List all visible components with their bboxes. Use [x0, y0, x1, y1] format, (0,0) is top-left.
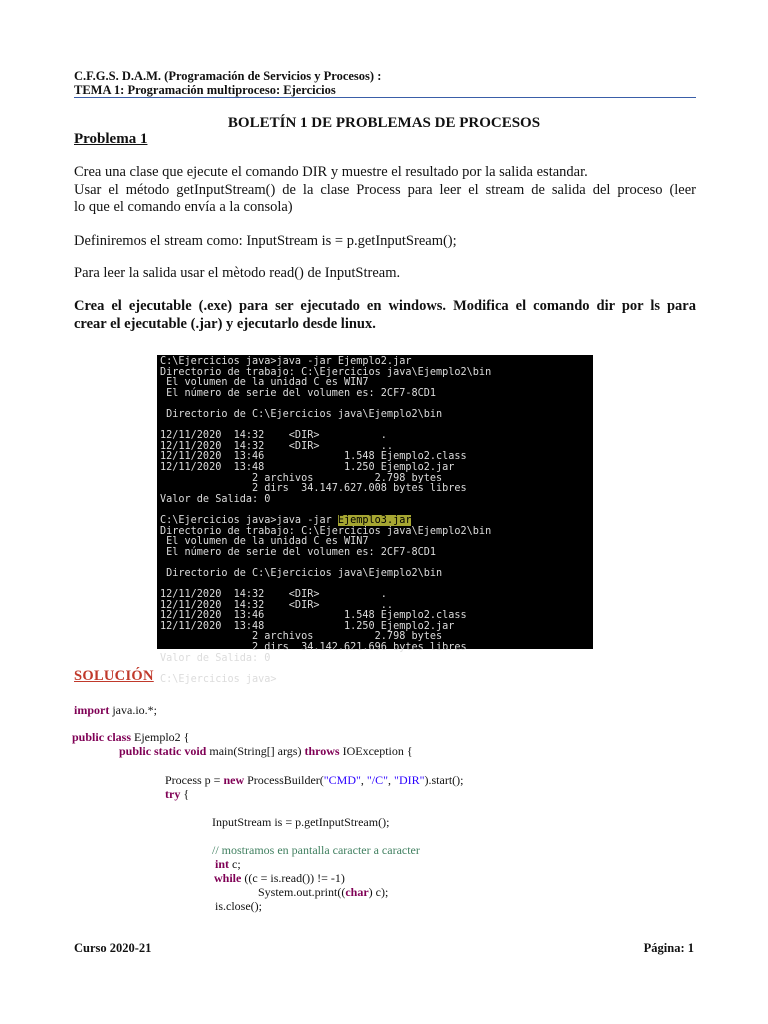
statement-line-3: lo que el comando envía a la consola): [74, 199, 293, 215]
statement-line-1: Crea una clase que ejecute el comando DIR y muestre el resultado por la salida estandar.: [74, 164, 588, 180]
code-keyword: throws: [304, 744, 340, 758]
problem-heading: Problema 1: [74, 131, 148, 147]
code-string: "CMD": [323, 773, 361, 787]
console-line: El número de serie del volumen es: 2CF7-8CD1: [160, 546, 437, 558]
console-line: Directorio de trabajo: C:\Ejercicios java\Ejemplo2\bin: [160, 366, 492, 378]
console-line: C:\Ejercicios java>java -jar Ejemplo3.jar: [160, 514, 412, 526]
code-text: ).start();: [424, 773, 464, 787]
code-text: ) c);: [368, 885, 389, 899]
code-text: Ejemplo2 {: [131, 730, 190, 744]
solution-heading: SOLUCIÓN: [74, 668, 154, 684]
console-line: 2 archivos 2.798 bytes: [160, 472, 443, 484]
problem-statement: [74, 164, 696, 217]
executable-task: [74, 298, 696, 333]
console-line: 12/11/2020 13:48 1.250 Ejemplo2.jar: [160, 461, 455, 473]
header-topic-line: TEMA 1: Programación multiproceso: Ejercicios: [74, 83, 336, 97]
console-line: C:\Ejercicios java>: [160, 673, 277, 685]
code-line-try: [165, 787, 189, 801]
console-line: 12/11/2020 13:48 1.250 Ejemplo2.jar: [160, 620, 455, 632]
header-divider: [74, 97, 696, 98]
code-string: "/C": [366, 773, 389, 787]
console-line: 12/11/2020 14:32 <DIR> ..: [160, 599, 394, 611]
footer-course: Curso 2020-21: [74, 941, 152, 955]
code-line-processbuilder: [165, 773, 464, 787]
console-screenshot: [157, 355, 593, 685]
code-text: ((c = is.read()) != -1): [241, 871, 345, 885]
console-line: El volumen de la unidad C es WIN7: [160, 536, 369, 548]
code-line-while: [214, 871, 345, 885]
header-course-line: C.F.G.S. D.A.M. (Programación de Servicios y Procesos) :: [74, 69, 382, 83]
code-line-comment: // mostramos en pantalla caracter a caracter: [212, 843, 420, 857]
code-keyword: try: [165, 787, 181, 801]
console-line: C:\Ejercicios java>java -jar Ejemplo2.jar: [160, 356, 412, 367]
code-keyword: char: [345, 885, 369, 899]
console-line: Directorio de trabajo: C:\Ejercicios java\Ejemplo2\bin: [160, 525, 492, 537]
console-line: 12/11/2020 14:32 <DIR> ..: [160, 440, 394, 452]
footer-page-number: Página: 1: [643, 941, 694, 955]
code-line-import: [74, 703, 157, 717]
task-line-1: Crea el ejecutable (.exe) para ser ejecutado en windows. Modifica el comando dir por ls para: [74, 298, 696, 314]
code-keyword: int: [215, 857, 230, 871]
code-text: {: [180, 787, 190, 801]
code-text: ,: [360, 773, 367, 787]
page-title: BOLETÍN 1 DE PROBLEMAS DE PROCESOS: [227, 115, 541, 131]
console-line: Directorio de C:\Ejercicios java\Ejemplo2\bin: [160, 567, 443, 579]
code-line-int: [215, 857, 241, 871]
console-line: El volumen de la unidad C es WIN7: [160, 377, 369, 389]
code-keyword: while: [214, 871, 242, 885]
code-text: System.out.print((: [258, 885, 346, 899]
console-line: 2 dirs 34.142.621.696 bytes libres: [160, 642, 467, 654]
console-line: 2 dirs 34.147.627.008 bytes libres: [160, 483, 467, 495]
code-line-main: [119, 744, 413, 758]
code-text: Process p =: [165, 773, 224, 787]
read-instruction: Para leer la salida usar el mètodo read() de InputStream.: [74, 265, 401, 281]
task-line-2: crear el ejecutable (.jar) y ejecutarlo desde linux.: [74, 315, 376, 332]
console-line: 12/11/2020 14:32 <DIR> .: [160, 430, 387, 442]
console-line: Valor de Salida: 0: [160, 493, 271, 505]
code-keyword: import: [74, 703, 110, 717]
code-text: ,: [388, 773, 395, 787]
code-text: IOException {: [339, 744, 413, 758]
statement-line-2: Usar el método getInputStream() de la clase Process para leer el stream de salida del proceso (leer: [74, 181, 696, 198]
code-line-inputstream: InputStream is = p.getInputStream();: [212, 815, 390, 829]
code-keyword: public static void: [119, 744, 207, 758]
code-keyword: public class: [72, 730, 132, 744]
code-line-class: [72, 730, 189, 744]
code-text: c;: [229, 857, 241, 871]
code-line-close: is.close();: [215, 899, 262, 913]
console-line: Valor de Salida: 0: [160, 652, 271, 664]
code-line-print: [258, 885, 388, 899]
console-line: Directorio de C:\Ejercicios java\Ejemplo2\bin: [160, 408, 443, 420]
console-highlighted-filename: Ejemplo3.jar: [337, 514, 412, 526]
code-text: main(String[] args): [206, 744, 305, 758]
console-line: El número de serie del volumen es: 2CF7-8CD1: [160, 387, 437, 399]
code-keyword: new: [223, 773, 245, 787]
code-text: ProcessBuilder(: [244, 773, 324, 787]
console-line: 12/11/2020 13:46 1.548 Ejemplo2.class: [160, 451, 467, 463]
code-string: "DIR": [394, 773, 425, 787]
code-text: java.io.*;: [109, 703, 157, 717]
console-line: 12/11/2020 14:32 <DIR> .: [160, 589, 387, 601]
console-line: 2 archivos 2.798 bytes: [160, 631, 443, 643]
stream-definition: Definiremos el stream como: InputStream is = p.getInputSream();: [74, 233, 457, 249]
console-line: 12/11/2020 13:46 1.548 Ejemplo2.class: [160, 610, 467, 622]
